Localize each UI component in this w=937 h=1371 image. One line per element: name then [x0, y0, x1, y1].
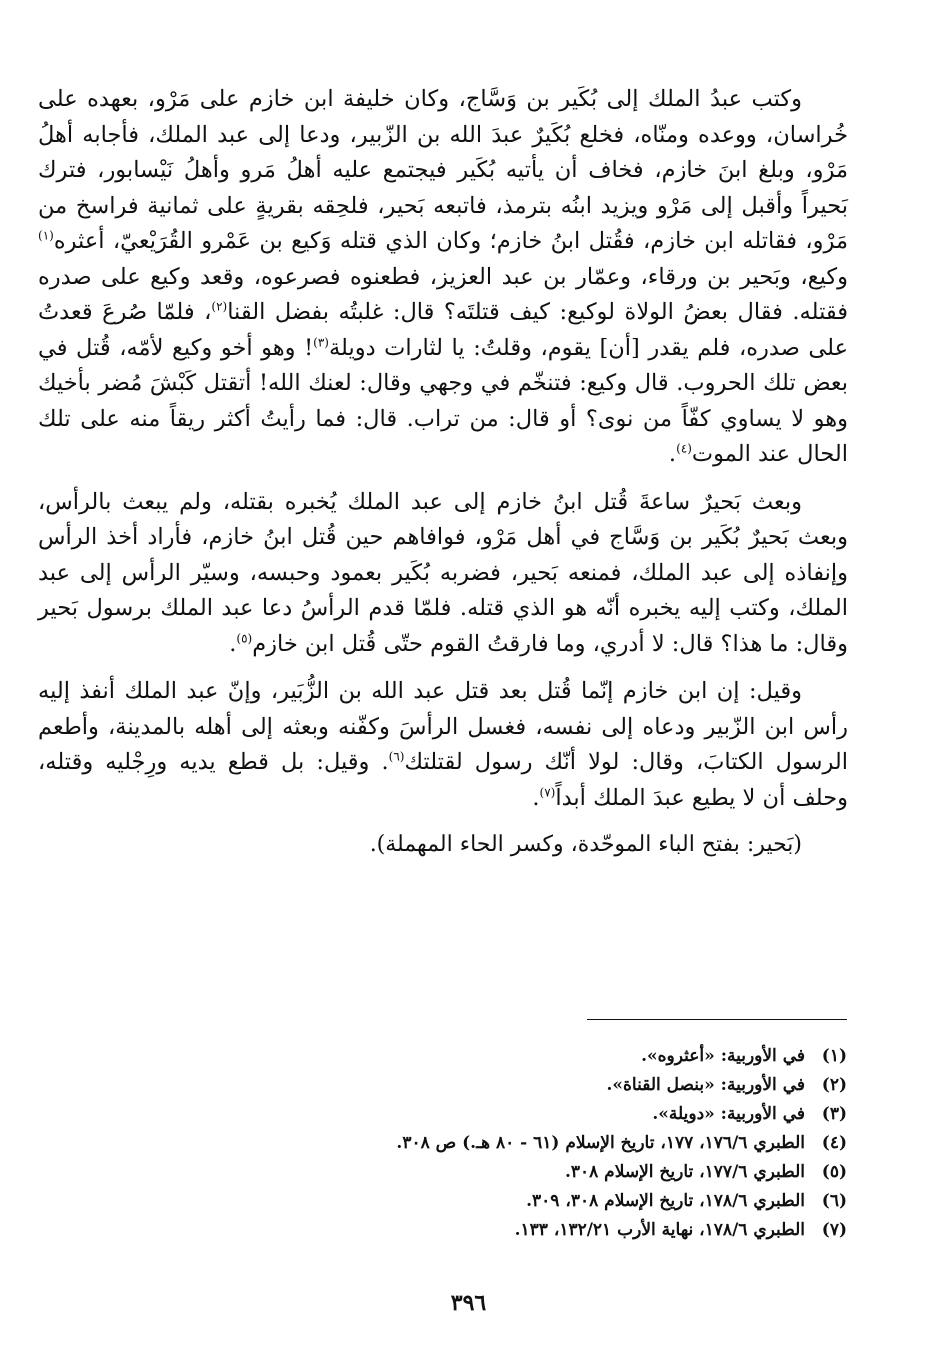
paragraph-text: وكتب عبدُ الملك إلى بُكَير بن وَسَّاج، وكان خليفة ابن خازم على مَرْو، بعهده على خُراسان، ووعده ومنّاه، فخلع بُكَيرٌ عبدَ الله بن الزّبير، ودعا إلى عبد الملك، فأجابه أهلُ مَرْو، وبلغ ابنَ خازم، فخاف أن يأتيه بُكَير فيجتمع عليه أهلُ مَرو وأهلُ نَيْسابور، فترك بَحيراً وأقبل إلى مَرْو ويزيد ابنُه بترمذ، فاتبعه بَحير، فلحِقه بقريةٍ على ثمانية فراسخ من مَرْو، فقاتله ابن خازم، فقُتل ابنُ خازم؛ وكان الذي قتله وَكيع بن عَمْرو القُرَيْعيّ، أعثره	[38, 86, 848, 254]
paragraph-text: . وقيل: بل قطع يديه ورِجْليه وقتله، وحلف أن لا يطيع عبدَ الملك أبداً	[38, 749, 848, 811]
footnote-marker[interactable]: (٥)	[236, 631, 253, 645]
paragraph-text: ! وهو أخو وكيع لأمّه، قُتل في بعض تلك الحروب. قال وكيع: فتنخّم في وجهي وقال: لعنك الله! أتقتل كَبْشَ مُضر بأخيك وهو لا يساوي كفّاً من نوى؟ أو قال: من تراب. قال: فما رأيتُ أكثر ريقاً منه على تلك الحال عند الموت	[38, 334, 848, 467]
paragraph-text: .	[229, 630, 237, 657]
footnote-marker[interactable]: (١)	[38, 228, 54, 243]
paragraph-2	[38, 485, 848, 663]
paragraph-3	[38, 674, 848, 816]
footnote-marker[interactable]: (٤)	[676, 441, 692, 456]
paragraph-text: وبعث بَحيرٌ ساعةَ قُتل ابنُ خازم إلى عبد الملك يُخبره بقتله، ولم يبعث بالرأس، وبعث بَحيرٌ بُكَير بن وَسَّاج في أهل مَرْو، فوافاهم حين قُتل ابنُ خازم، فأراد أخذ الرأس وإنفاذه إلى عبد الملك، فمنعه بَحير، فضربه بُكَير بعمود وحبسه، وسيّر الرأس إلى عبد الملك، وكتب إليه يخبره أنّه هو الذي قتله. فلمّا قدم الرأسُ دعا عبد الملك برسول بَحير وقال: ما هذا؟ قال: لا أدري، وما فارقتُ القوم حتّى قُتل ابن خازم	[38, 488, 848, 657]
footnote-item	[127, 1187, 847, 1216]
footnote-number: (٦)	[821, 1191, 847, 1211]
footnote-separator	[587, 1019, 847, 1020]
footnote-number: (٧)	[821, 1220, 847, 1240]
page-body	[38, 82, 848, 884]
footnote-text: في الأوربية: «أعثروه».	[641, 1046, 805, 1066]
footnote-marker[interactable]: (٣)	[313, 335, 329, 349]
footnote-text: الطبري ١٧٦/٦، ١٧٧، تاريخ الإسلام (٦١ - ٨٠ هـ.) ص ٣٠٨.	[396, 1133, 805, 1153]
footnote-item	[127, 1042, 847, 1071]
paragraph-text: وقيل: إن ابن خازم إنّما قُتل بعد قتل عبد الله بن الزُّبَير، وإنّ عبد الملك أنفذ إليه رأس ابن الزّبير ودعاه إلى نفسه، فغسل الرأسَ وكفّنه وبعثه إلى أهله بالمدينة، وأطعم الرسول الكتابَ، وقال: لولا أنّك رسول لقتلتك	[38, 678, 848, 775]
pronunciation-note: (بَحير: بفتح الباء الموحّدة، وكسر الحاء المهملة).	[369, 832, 802, 857]
footnote-item	[127, 1129, 847, 1158]
footnote-number: (١)	[821, 1046, 847, 1066]
footnote-text: الطبري ١٧٨/٦، تاريخ الإسلام ٣٠٨، ٣٠٩.	[526, 1191, 805, 1211]
footnote-item	[127, 1216, 847, 1245]
footnote-number: (٣)	[821, 1104, 847, 1124]
footnote-text: الطبري ١٧٨/٦، نهاية الأرب ١٣٢/٢١، ١٣٣.	[514, 1220, 805, 1240]
footnote-item	[127, 1100, 847, 1129]
footnote-marker[interactable]: (٢)	[211, 299, 228, 314]
paragraph-text: .	[532, 784, 540, 811]
footnote-text: في الأوربية: «بنصل القناة».	[606, 1075, 805, 1095]
footnotes	[127, 1042, 847, 1245]
paragraph-1	[38, 82, 848, 473]
footnote-text: الطبري ١٧٧/٦، تاريخ الإسلام ٣٠٨.	[564, 1162, 805, 1182]
footnote-item	[127, 1158, 847, 1187]
paragraph-text: .	[668, 441, 677, 467]
paragraph-text: ، فلمّا صُرعَ قعدتُ على صدره، فلم يقدر [أن] يقوم، وقلتُ: يا لثارات دويلة	[38, 299, 848, 361]
footnote-number: (٢)	[821, 1075, 847, 1095]
footnote-marker[interactable]: (٦)	[388, 749, 405, 764]
footnote-number: (٤)	[821, 1133, 847, 1153]
footnote-marker[interactable]: (٧)	[539, 785, 556, 799]
footnote-item	[127, 1071, 847, 1100]
footnote-number: (٥)	[821, 1162, 847, 1182]
paragraph-text: وكيع، وبَحير بن ورقاء، وعمّار بن عبد العزيز، فطعنوه فصرعوه، وقعد وكيع على صدره فقتله. فقال بعضُ الولاة لوكيع: كيف قتلتَه؟ قال: غلبتُه بفضل القنا	[38, 263, 848, 325]
footnote-text: في الأوربية: «دويلة».	[652, 1104, 805, 1124]
page-number: ٣٩٦	[450, 1290, 487, 1316]
